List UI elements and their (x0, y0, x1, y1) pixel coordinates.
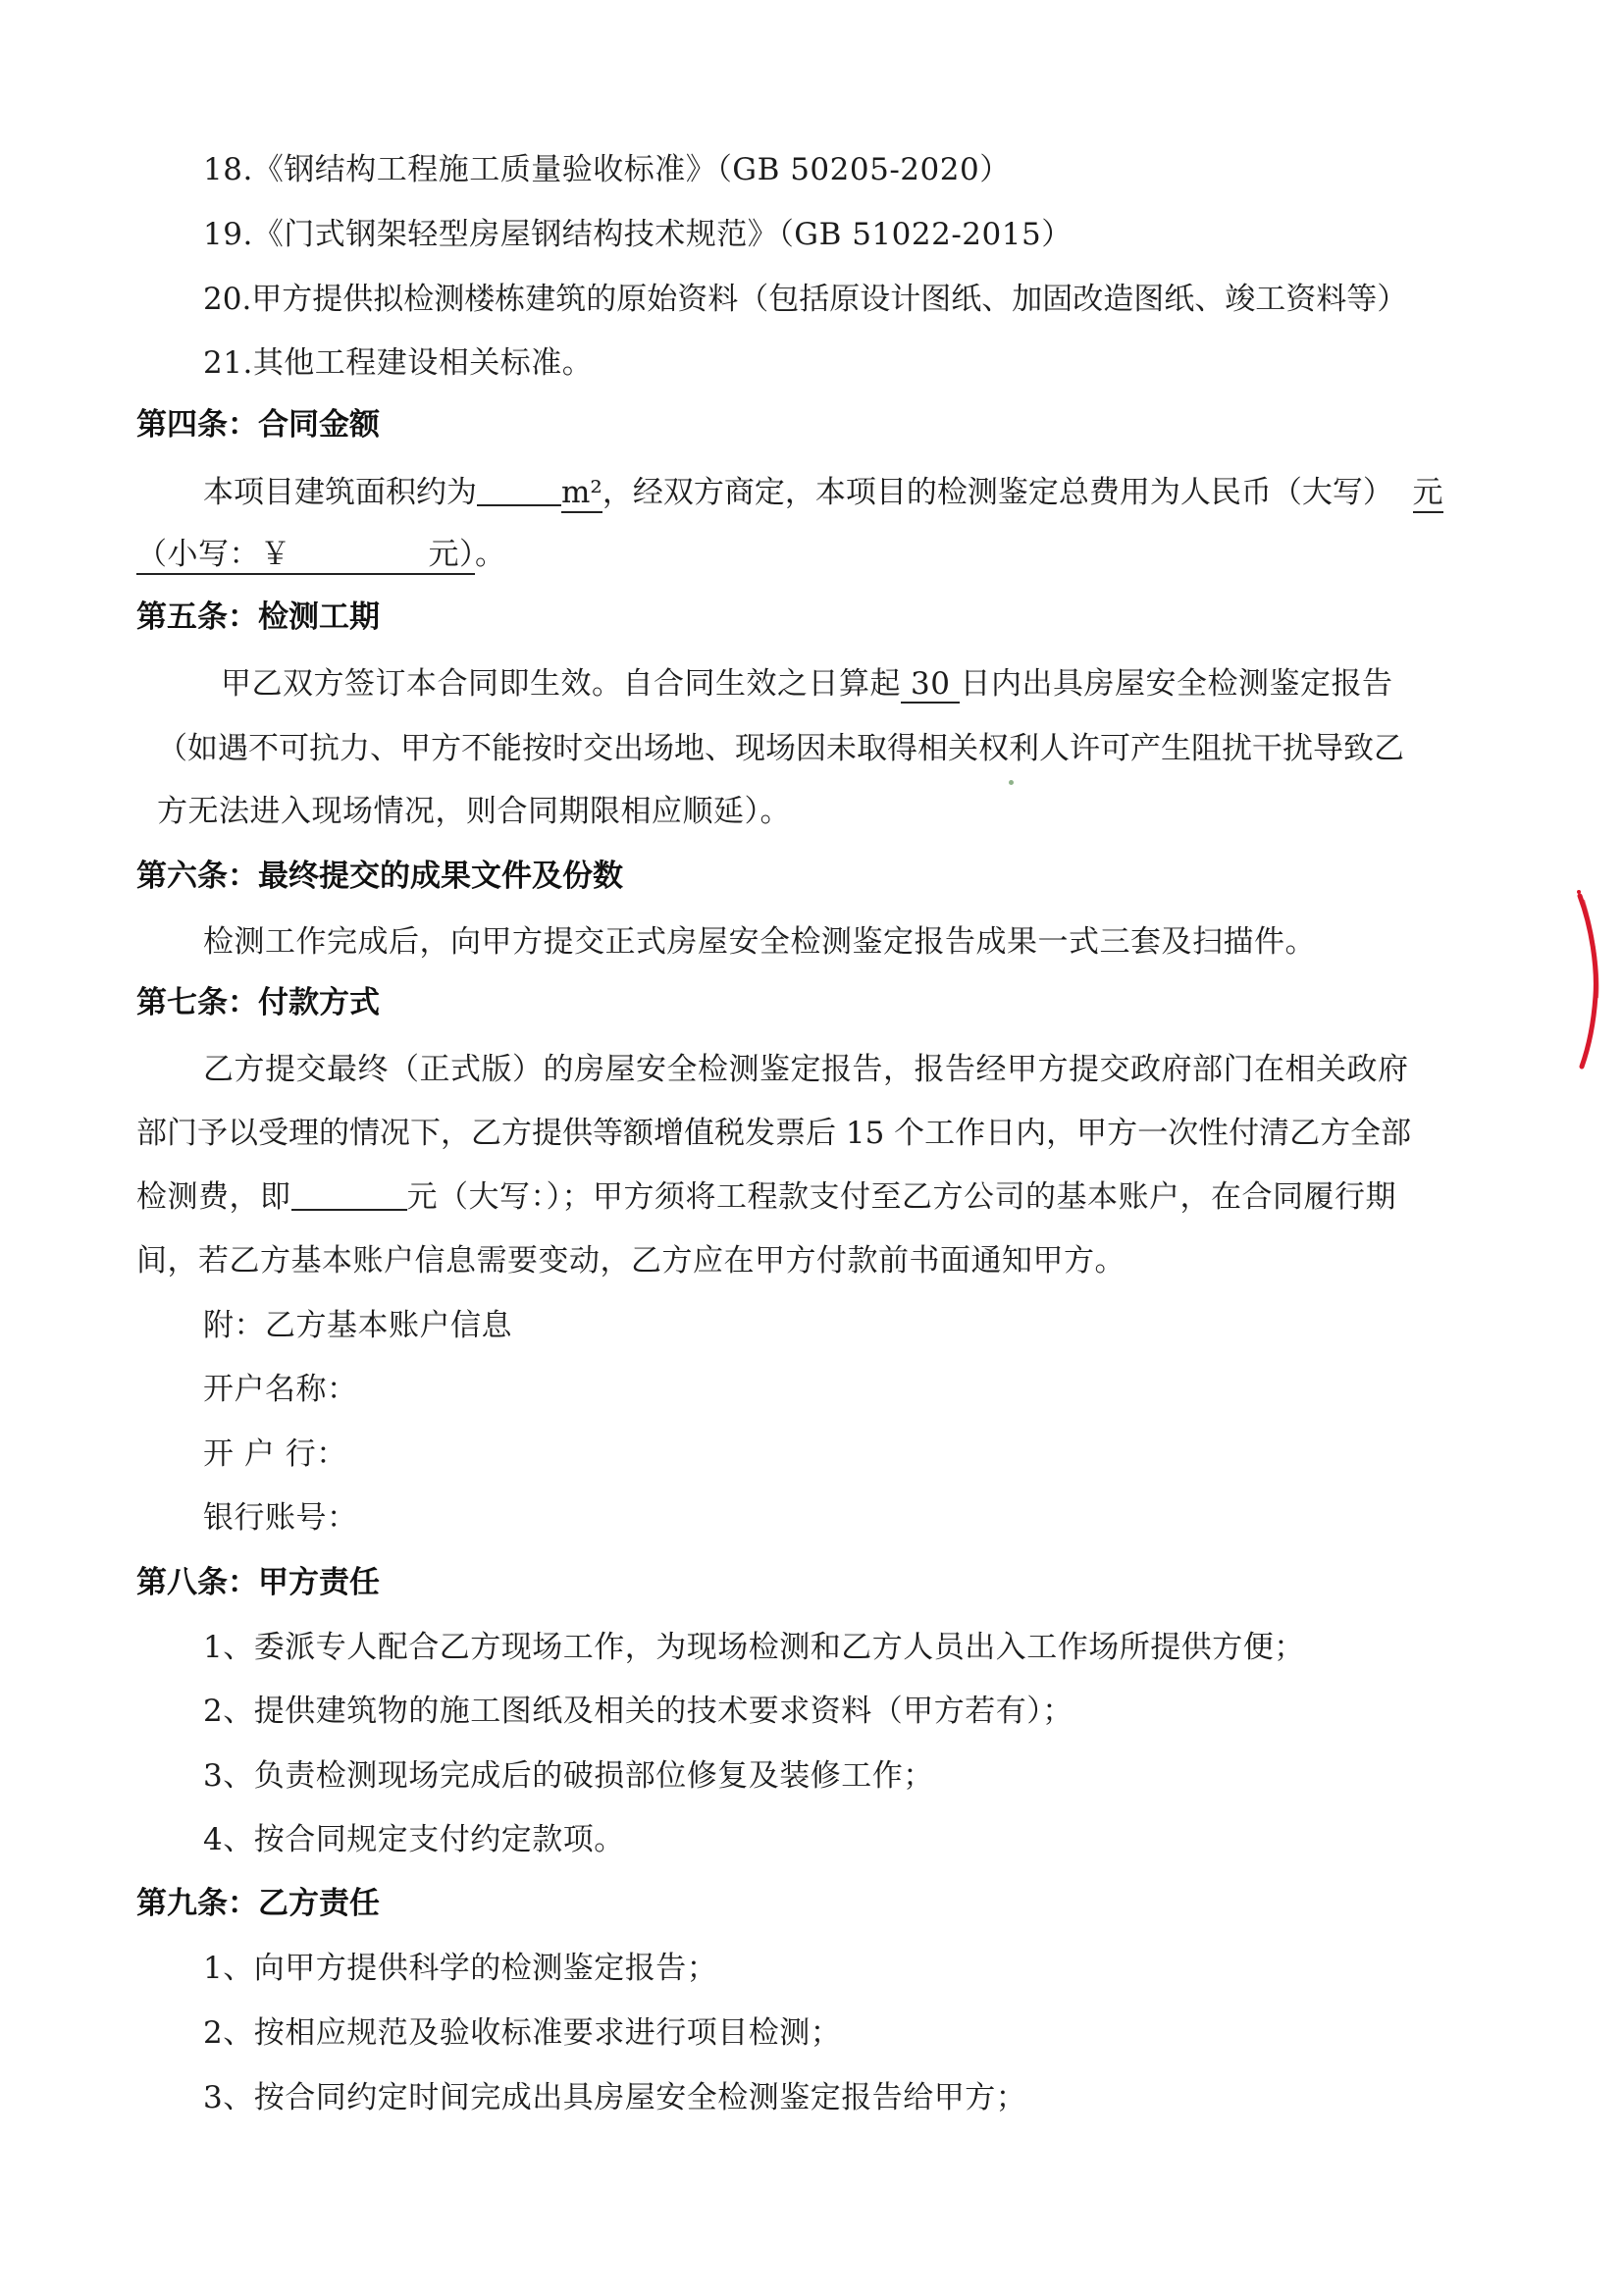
article-4-line-2: （小写：￥ 元）。 (136, 535, 506, 574)
article-5-line-2: （如遇不可抗力、甲方不能按时交出场地、现场因未取得相关权利人许可产生阻扰干扰导致乙 (157, 731, 1404, 766)
account-number-label: 银行账号： (203, 1500, 358, 1536)
account-name-label: 开户名称： (203, 1372, 358, 1407)
article-7-line-1: 乙方提交最终（正式版）的房屋安全检测鉴定报告，报告经甲方提交政府部门在相关政府 (203, 1052, 1409, 1087)
article-8-item-3: 3、负责检测现场完成后的破损部位修复及装修工作； (203, 1758, 934, 1794)
scan-speck (1009, 780, 1014, 785)
article-4-heading: 第四条：合同金额 (136, 407, 380, 443)
area-blank (477, 475, 561, 506)
standard-item-20: 20.甲方提供拟检测楼栋建筑的原始资料（包括原设计图纸、加固改造图纸、竣工资料等） (203, 282, 1408, 317)
article-4-line-1: 本项目建筑面积约为 m²，经双方商定，本项目的检测鉴定总费用为人民币（大写） 元 (203, 473, 1443, 512)
article-7-heading: 第七条：付款方式 (136, 985, 380, 1020)
standard-item-19: 19.《门式钢架轻型房屋钢结构技术规范》（GB 51022-2015） (203, 217, 1073, 252)
article-5-line-3: 方无法进入现场情况，则合同期限相应顺延）。 (157, 794, 791, 829)
standard-item-21: 21.其他工程建设相关标准。 (203, 345, 594, 381)
article-9-item-1: 1、向甲方提供科学的检测鉴定报告； (203, 1951, 718, 1986)
article-9-item-3: 3、按合同约定时间完成出具房屋安全检测鉴定报告给甲方； (203, 2080, 1027, 2115)
article-7-line-2: 部门予以受理的情况下，乙方提供等额增值税发票后 15 个工作日内，甲方一次性付清乙方全部 (136, 1116, 1412, 1151)
fee-blank (291, 1179, 407, 1211)
article-6-line-1: 检测工作完成后，向甲方提交正式房屋安全检测鉴定报告成果一式三套及扫描件。 (203, 924, 1316, 960)
article-9-heading: 第九条：乙方责任 (136, 1886, 380, 1921)
article-8-item-4: 4、按合同规定支付约定款项。 (203, 1822, 625, 1857)
article-6-heading: 第六条：最终提交的成果文件及份数 (136, 859, 623, 894)
article-8-item-1: 1、委派专人配合乙方现场工作，为现场检测和乙方人员出入工作场所提供方便； (203, 1630, 1305, 1665)
article-7-line-3: 检测费，即 元（大写：）；甲方须将工程款支付至乙方公司的基本账户，在合同履行期 (136, 1179, 1396, 1215)
article-9-item-2: 2、按相应规范及验收标准要求进行项目检测； (203, 2015, 842, 2051)
account-info-title: 附：乙方基本账户信息 (203, 1308, 512, 1343)
seal-edge-mark (1576, 888, 1605, 1074)
bank-label: 开 户 行： (203, 1436, 347, 1472)
article-8-heading: 第八条：甲方责任 (136, 1565, 380, 1600)
article-5-line-1: 甲乙双方签订本合同即生效。自合同生效之日算起 30 日内出具房屋安全检测鉴定报告 (221, 666, 1393, 702)
standard-item-18: 18.《钢结构工程施工质量验收标准》（GB 50205-2020） (203, 152, 1011, 187)
article-7-line-4: 间，若乙方基本账户信息需要变动，乙方应在甲方付款前书面通知甲方。 (136, 1243, 1126, 1278)
small-amount: （小写：￥ 元） (136, 537, 475, 575)
article-5-heading: 第五条：检测工期 (136, 600, 380, 635)
article-8-item-2: 2、提供建筑物的施工图纸及相关的技术要求资料（甲方若有）； (203, 1694, 1073, 1729)
